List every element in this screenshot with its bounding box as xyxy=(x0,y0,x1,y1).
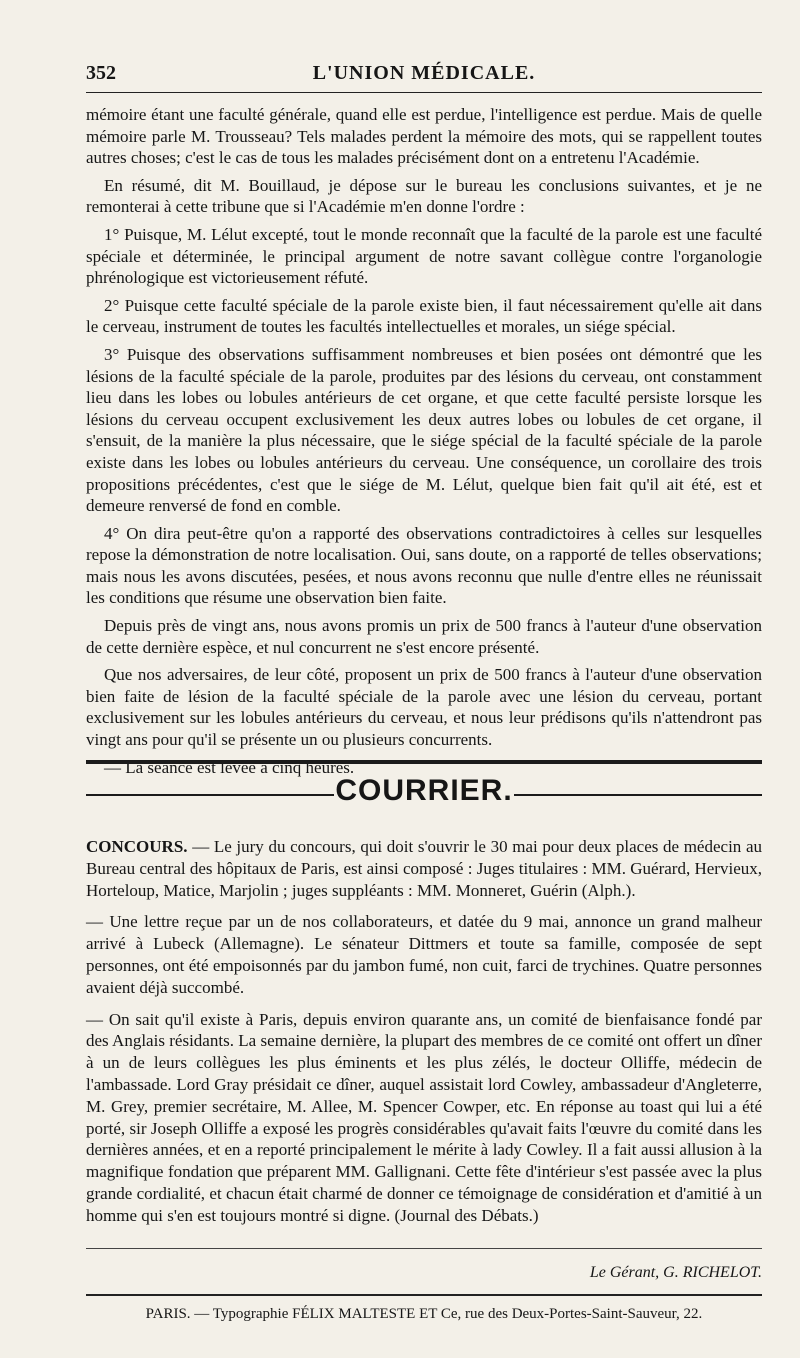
paragraph-5: 3° Puisque des observations suffisamment nombreuses et bien posées ont démontré que les lésions de la faculté spéciale de la parole, produites par des lésions du cerveau, ont constamment lieu dans les lobes ou lobules antérieurs de cet organe, et que cette faculté persiste lorsque les lésions du cerveau occupent exclusivement les deux autres lobes ou lobules de cet organe, il s'ensuit, de la manière la plus nécessaire, que le siége spécial de la faculté spéciale de la parole existe dans les lobes ou lobules antérieurs du cerveau. Une conséquence, un corollaire des trois propositions précédentes, c'est que le siége de M. Lélut, quelque bien fait qu'il ait été, est et demeure renversé de fond en comble. xyxy=(86,344,762,516)
courrier-heading-block xyxy=(86,760,762,826)
paragraph-8: Que nos adversaires, de leur côté, proposent un prix de 500 francs à l'auteur d'une observation bien faite de lésion de la faculté spéciale de la parole avec une lésion du cerveau, portant exclusivement sur les lobules antérieurs du cerveau, et nous leur prédisons qu'ils n'attendront pas vingt ans pour qu'il se présente un ou plusieurs concurrents. xyxy=(86,665,762,750)
footer-rule xyxy=(86,1294,762,1296)
page-header xyxy=(86,62,762,90)
paragraph-6: 4° On dira peut-être qu'on a rapporté des observations contradictoires à celles sur lesquelles repose la démonstration de notre localisation. Oui, sans doute, on a rapporté de telles observations; mais nous les avons discutées, pesées, et nous avons reconnu que nulle d'entre elles ne réunissait les conditions que résume une observation bien faite. xyxy=(86,523,762,608)
paragraph-7: Depuis près de vingt ans, nous avons promis un prix de 500 francs à l'auteur d'une observation de cette dernière espèce, et nul concurrent ne s'est encore présenté. xyxy=(86,616,762,657)
signature-rule xyxy=(86,1248,762,1249)
header-rule xyxy=(86,92,762,93)
page-number: 352 xyxy=(86,62,116,84)
signature: Le Gérant, G. RICHELOT. xyxy=(589,1264,762,1281)
courrier-paragraph-2: — Une lettre reçue par un de nos collaborateurs, et datée du 9 mai, annonce un grand malheur arrivé à Lubeck (Allemagne). Le sénateur Dittmers et toute sa famille, composée de sept personnes, ont été empoisonnés par du jambon fumé, non cuit, farci de trychines. Quatre personnes avaient déjà succombé. xyxy=(86,912,762,997)
courrier-paragraph-1-text: — Le jury du concours, qui doit s'ouvrir le 30 mai pour deux places de médecin au Bureau central des hôpitaux de Paris, est ainsi composé : Juges titulaires : MM. Guérard, Hervieux, Horteloup, Matice, Marjolin ; juges suppléants : MM. Monneret, Guérin (Alph.). xyxy=(86,837,762,900)
courrier-title: COURRIER. xyxy=(335,774,513,807)
imprint: PARIS. — Typographie FÉLIX MALTESTE ET Ce, rue des Deux-Portes-Saint-Sauveur, 22. xyxy=(145,1306,703,1322)
running-title: L'UNION MÉDICALE. xyxy=(312,62,536,84)
paragraph-2: En résumé, dit M. Bouillaud, je dépose sur le bureau les conclusions suivantes, et je ne remonterai à cette tribune que si l'Académie m'en donne l'ordre : xyxy=(86,175,762,217)
courrier-label: CONCOURS. xyxy=(86,837,188,856)
main-text xyxy=(86,104,762,778)
paragraph-3: 1° Puisque, M. Lélut excepté, tout le monde reconnaît que la faculté de la parole est une faculté spéciale et déterminée, le principal argument de notre savant collègue contre l'organologie phrénologique est victorieusement réfuté. xyxy=(86,224,762,288)
courrier-paragraph-1 xyxy=(86,836,762,901)
courrier-paragraph-3: — On sait qu'il existe à Paris, depuis environ quarante ans, un comité de bienfaisance fondé par des Anglais résidants. La semaine dernière, la plupart des membres de ce comité ont offert un dîner à un de leurs collègues les plus éminents et les plus zélés, le docteur Olliffe, médecin de l'ambassade. Lord Gray présidait ce dîner, auquel assistait lord Cowley, ambassadeur d'Angleterre, M. Grey, premier secrétaire, M. Allee, M. Spencer Cowper, etc. En réponse au toast qui lui a été porté, sir Joseph Olliffe a exposé les progrès considérables qu'avait faits l'œuvre du comité dans les dernières années, et en a reporté principalement le mérite à lady Cowley. Il a fait aussi allusion à la magnifique fondation que préparent MM. Gallignani. Cette fête d'intérieur s'est passée avec la plus grande cordialité, et chacun était charmé de donner ce témoignage de considération et d'amitié à un homme qui s'en est toujours montré si digne. (Journal des Débats.) xyxy=(86,1009,762,1225)
courrier-text xyxy=(86,836,762,1237)
section-top-rule xyxy=(86,760,762,764)
paragraph-4: 2° Puisque cette faculté spéciale de la parole existe bien, il faut nécessairement qu'elle ait dans le cerveau, instrument de toutes les facultés intellectuelles et morales, un siége spécial. xyxy=(86,295,762,337)
closing-line: — La séance est levée à cinq heures. xyxy=(104,757,355,777)
paragraph-1: mémoire étant une faculté générale, quand elle est perdue, l'intelligence est perdue. Mais de quelle mémoire parle M. Trousseau? Tels malades perdent la mémoire des mots, qui se rappellent toutes autres choses; c'est le cas de tous les malades précisément dont on a entretenu l'Académie. xyxy=(86,105,762,168)
